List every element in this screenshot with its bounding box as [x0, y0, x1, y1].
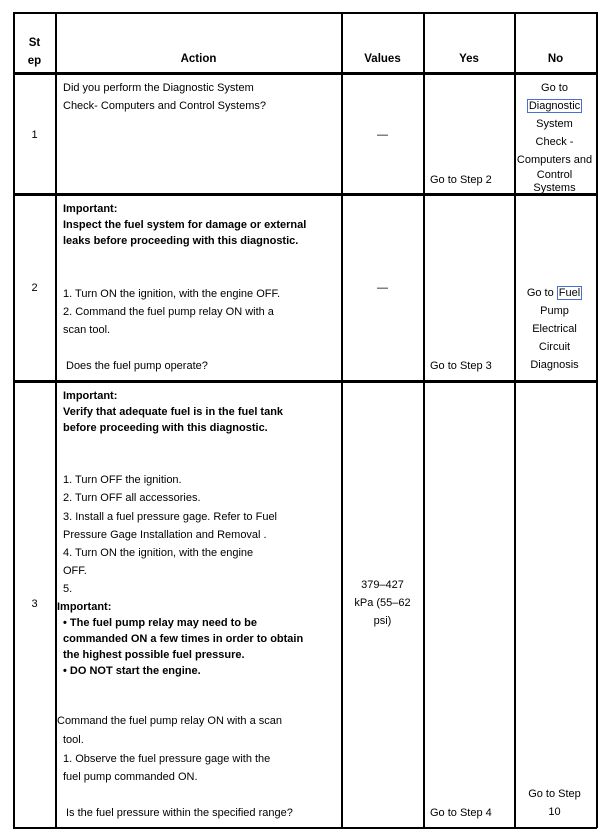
row3-question: Is the fuel pressure within the specified range? [66, 807, 293, 819]
row2-divider [13, 380, 597, 383]
row3-important-line1: Verify that adequate fuel is in the fuel tank [63, 406, 284, 418]
row1-no-rest-1: Check - [535, 136, 574, 148]
row2-no-rest-1: Electrical [532, 323, 577, 335]
row2-value: — [377, 282, 388, 294]
row3-important-label: Important: [63, 390, 118, 402]
row1-no-rest-3: Control Systems [533, 169, 576, 194]
row3-step-3-cont: Pressure Gage Installation and Removal . [63, 529, 267, 541]
row2-no [515, 284, 594, 374]
row3-step-4-cont: OFF. [63, 565, 87, 577]
row3-command-line2: tool. [63, 734, 84, 746]
table-border-right [596, 12, 598, 828]
row2-important-line2: leaks before proceeding with this diagnostic. [63, 235, 299, 247]
row3-inner-important-label: Important: [57, 601, 112, 613]
col-divider-step [55, 12, 57, 828]
header-divider [13, 72, 597, 75]
row3-no [515, 785, 594, 821]
row1-divider [13, 193, 597, 196]
row1-action-line2: Check- Computers and Control Systems? [63, 100, 266, 112]
row2-question: Does the fuel pump operate? [66, 360, 208, 372]
header-step-line1: St [28, 37, 41, 49]
row2-important-line1: Inspect the fuel system for damage or external [63, 219, 307, 231]
row1-value: — [377, 129, 388, 141]
row3-no-line1: Go to Step [528, 788, 581, 800]
header-yes: Yes [459, 53, 479, 65]
row1-no-rest-2: Computers and [516, 154, 593, 166]
col-divider-values [423, 12, 425, 828]
row3-observe-line2: fuel pump commanded ON. [63, 771, 198, 783]
row1-no-prefix: Go to [541, 82, 568, 94]
row3-important-line2: before proceeding with this diagnostic. [63, 422, 268, 434]
row3-bullet-2: • DO NOT start the engine. [63, 665, 201, 677]
row3-step-5: 5. [63, 583, 73, 595]
row3-observe-line1: 1. Observe the fuel pressure gage with the [63, 753, 271, 765]
row1-no-link-wrap [515, 97, 594, 115]
row2-yes: Go to Step 3 [430, 360, 492, 372]
row2-no-first-line [515, 284, 594, 302]
row3-bullet-1: • The fuel pump relay may need to be [63, 617, 257, 629]
row3-value [342, 576, 423, 630]
row1-yes: Go to Step 2 [430, 174, 492, 186]
row2-step: 2 [31, 282, 38, 294]
header-step-line2: ep [27, 55, 42, 67]
header-action: Action [180, 53, 217, 65]
row1-action-line1: Did you perform the Diagnostic System [63, 82, 254, 94]
table-border-bottom [13, 827, 597, 829]
row3-value-line3: psi) [373, 615, 392, 627]
row3-bullet-1-cont2: the highest possible fuel pressure. [63, 649, 245, 661]
row3-yes: Go to Step 4 [430, 807, 492, 819]
row2-step-1: 1. Turn ON the ignition, with the engine OFF. [63, 288, 281, 300]
row2-no-prefix: Go to [526, 287, 554, 299]
row3-step-4: 4. Turn ON the ignition, with the engine [63, 547, 254, 559]
row3-value-line1: 379–427 [361, 579, 404, 591]
header-values: Values [364, 53, 401, 65]
row3-step-1: 1. Turn OFF the ignition. [63, 474, 182, 486]
fuel-link[interactable]: Fuel [558, 287, 581, 299]
diagnostic-link[interactable]: Diagnostic [528, 100, 581, 112]
row2-no-rest-0: Pump [540, 305, 569, 317]
row2-important-label: Important: [63, 203, 118, 215]
row1-no-rest-0: System [536, 118, 573, 130]
table-border-top [13, 12, 597, 14]
row3-step: 3 [31, 598, 38, 610]
row1-step: 1 [31, 129, 38, 141]
row3-step-2: 2. Turn OFF all accessories. [63, 492, 201, 504]
row3-bullet-1-cont1: commanded ON a few times in order to obtain [63, 633, 304, 645]
header-step [14, 34, 55, 70]
row3-value-line2: kPa (55–62 [354, 597, 411, 609]
row3-step-3: 3. Install a fuel pressure gage. Refer to Fuel [63, 511, 278, 523]
row2-no-rest-3: Diagnosis [530, 359, 579, 371]
row2-step-2-cont: scan tool. [63, 324, 111, 336]
row2-step-2: 2. Command the fuel pump relay ON with a [63, 306, 274, 318]
row3-command-line1: Command the fuel pump relay ON with a scan [57, 715, 282, 727]
row1-no [515, 79, 594, 195]
row2-no-rest-2: Circuit [538, 341, 571, 353]
header-no: No [547, 53, 564, 65]
row3-no-line2: 10 [548, 806, 561, 818]
